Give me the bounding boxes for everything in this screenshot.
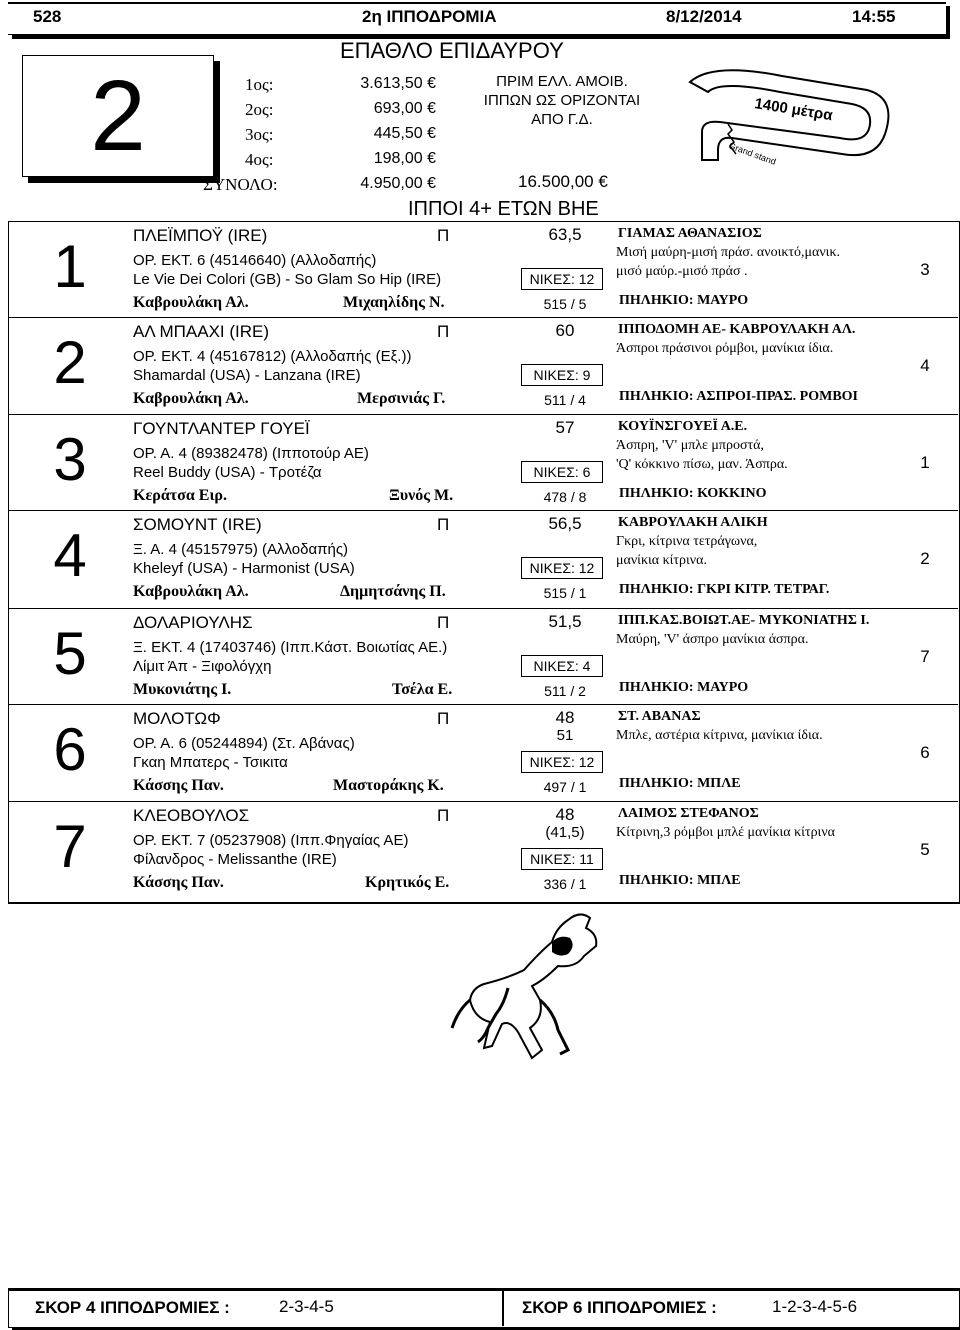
race-number: 2 — [90, 60, 146, 172]
horse-jockey: Καβρουλάκη Αλ. — [133, 294, 249, 311]
horse-trainer: Ξυνός Μ. — [389, 487, 454, 504]
horse-helmet: ΠΗΛΗΚΙΟ: ΑΣΠΡΟΙ-ΠΡΑΣ. ΡΟΜΒΟΙ — [619, 389, 859, 404]
horse-pedigree: Kheleyf (USA) - Harmonist (USA) — [133, 560, 355, 577]
horse-gate: 3 — [920, 260, 930, 279]
condition-line-3: ΑΠΟ Γ.Δ. — [531, 111, 593, 128]
horse-flag: Π — [437, 226, 450, 245]
horse-number: 7 — [53, 813, 87, 880]
horse-helmet: ΠΗΛΗΚΙΟ: ΜΠΛΕ — [619, 873, 741, 888]
horse-jockey: Καβρουλάκη Αλ. — [133, 390, 249, 407]
horse-info: ΟΡ. ΕΚΤ. 7 (05237908) (Ιππ.Φηγαίας ΑΕ) — [133, 832, 409, 849]
race-title: 2η ΙΠΠΟΔΡΟΜΙΑ — [362, 7, 497, 26]
bonus-amount: 16.500,00 € — [518, 172, 608, 191]
prize-4-label: 4ος: — [245, 150, 274, 169]
horse-flag: Π — [437, 322, 450, 341]
horse-gate: 6 — [920, 743, 930, 762]
event-title: ΕΠΑΘΛΟ ΕΠΙΔΑΥΡΟΥ — [340, 38, 564, 63]
horse-weight: 51,5 — [548, 612, 582, 631]
score4-label: ΣΚΟΡ 4 ΙΠΠΟΔΡΟΜΙΕΣ : — [35, 1298, 230, 1317]
horse-weight: 60 — [555, 321, 575, 340]
horse-weight: 48 — [555, 805, 575, 824]
horse-helmet: ΠΗΛΗΚΙΟ: ΜΑΥΡΟ — [619, 293, 749, 308]
horse-pedigree: Reel Buddy (USA) - Τροτέζα — [133, 464, 322, 481]
horse-info: ΟΡ. ΕΚΤ. 6 (45146640) (Αλλοδαπής) — [133, 252, 377, 269]
horse-number: 5 — [53, 620, 87, 687]
horse-helmet: ΠΗΛΗΚΙΟ: ΜΑΥΡΟ — [619, 680, 749, 695]
prize-4-value: 198,00 € — [373, 150, 436, 167]
horse-jockey: Κάσσης Παν. — [133, 874, 224, 891]
horse-info: Ξ. Α. 4 (45157975) (Αλλοδαπής) — [133, 541, 349, 558]
footer-divider — [502, 1288, 504, 1326]
prize-2-value: 693,00 € — [373, 100, 436, 117]
horses-top-rule — [8, 221, 958, 222]
horse-gate: 2 — [920, 549, 930, 568]
prize-1-label: 1ος: — [245, 75, 274, 94]
track-distance: 1400 μέτρα — [753, 95, 834, 125]
horse-number: 4 — [53, 522, 87, 589]
horse-gate: 7 — [920, 647, 930, 666]
horse-gate: 5 — [920, 840, 930, 859]
horse-rating: 478 / 8 — [543, 489, 587, 505]
horse-info: ΟΡ. Α. 6 (05244894) (Στ. Αβάνας) — [133, 735, 355, 752]
horse-wins: ΝΙΚΕΣ: 12 — [521, 557, 603, 579]
horse-info: ΟΡ. Α. 4 (89382478) (Ιπποτούρ ΑΕ) — [133, 445, 369, 462]
prize-2-label: 2ος: — [245, 100, 274, 119]
horse-wins: ΝΙΚΕΣ: 12 — [521, 751, 603, 773]
horse-flag: Π — [437, 806, 450, 825]
horse-jockey: Μυκονιάτης Ι. — [133, 681, 232, 698]
horse-name: ΓΟΥΝΤΛΑΝΤΕΡ ΓΟΥΕΪ — [133, 419, 310, 438]
horse-name: ΣΟΜΟΥΝΤ (IRE) — [133, 515, 262, 534]
row-divider — [8, 317, 958, 318]
horse-owner: ΚΑΒΡΟΥΛΑΚΗ ΑΛΙΚΗ — [618, 515, 768, 530]
horse-wins: ΝΙΚΕΣ: 12 — [521, 268, 603, 290]
horse-trainer: Δημητσάνης Π. — [340, 583, 446, 600]
horse-name: ΔΟΛΑΡΙΟΥΛΗΣ — [133, 613, 253, 632]
horse-jockey: Καβρουλάκη Αλ. — [133, 583, 249, 600]
horse-number: 6 — [53, 716, 87, 783]
row-divider — [8, 801, 958, 802]
horse-rating: 515 / 5 — [543, 296, 587, 312]
horse-flag: Π — [437, 515, 450, 534]
prize-total-label: ΣΥΝΟΛΟ: — [203, 175, 278, 194]
page-number: 528 — [33, 7, 62, 26]
horse-owner: ΛΑΙΜΟΣ ΣΤΕΦΑΝΟΣ — [618, 806, 759, 821]
horse-helmet: ΠΗΛΗΚΙΟ: ΚΟΚΚΙΝΟ — [619, 486, 767, 501]
prize-1-value: 3.613,50 € — [360, 75, 436, 92]
horse-rating: 336 / 1 — [543, 876, 587, 892]
horse-rating: 511 / 2 — [544, 683, 586, 699]
horse-trainer: Μιχαηλίδης Ν. — [343, 294, 445, 311]
horse-pedigree: Γκαη Μπατερς - Τσικιτα — [133, 754, 288, 771]
horse-weight: 63,5 — [548, 225, 582, 244]
horse-helmet: ΠΗΛΗΚΙΟ: ΜΠΛΕ — [619, 776, 741, 791]
horse-silks-1: Κίτρινη,3 ρόμβοι μπλέ μανίκια κίτρινα — [616, 825, 835, 840]
prize-3-label: 3ος: — [245, 125, 274, 144]
section-title: ΙΠΠΟΙ 4+ ΕΤΩΝ ΒΗΕ — [408, 198, 599, 220]
row-divider — [8, 704, 958, 705]
horse-info: ΟΡ. ΕΚΤ. 4 (45167812) (Αλλοδαπής (Εξ.)) — [133, 348, 412, 365]
horse-owner: ΙΠΠ.ΚΑΣ.ΒΟΙΩΤ.ΑΕ- ΜΥΚΟΝΙΑΤΗΣ Ι. — [618, 613, 870, 628]
horse-silks-1: Μπλε, αστέρια κίτρινα, μανίκια ίδια. — [616, 728, 823, 743]
horse-wins: ΝΙΚΕΣ: 4 — [521, 655, 603, 677]
horse-name: ΠΛΕΪΜΠΟΫ (IRE) — [133, 226, 268, 245]
horse-gate: 4 — [920, 356, 930, 375]
horse-rating: 497 / 1 — [543, 779, 587, 795]
horse-number: 2 — [53, 329, 87, 396]
horse-silks-1: Μισή μαύρη-μισή πράσ. ανοικτό,μανικ. — [616, 245, 841, 260]
race-number-box — [22, 55, 214, 177]
grand-stand-label: Grand stand — [727, 140, 778, 167]
horse-name: ΑΛ ΜΠΑΑΧΙ (IRE) — [133, 322, 270, 341]
horse-trainer: Τσέλα Ε. — [392, 681, 453, 698]
horse-silks-2: 'Q' κόκκινο πίσω, μαν. Άσπρα. — [616, 457, 788, 472]
horse-owner: ΙΠΠΟΔΟΜΗ ΑΕ- ΚΑΒΡΟΥΛΑΚΗ ΑΛ. — [618, 322, 856, 337]
score4-value: 2-3-4-5 — [279, 1297, 334, 1316]
horse-weight: 57 — [555, 418, 575, 437]
horse-owner: ΚΟΥΪΝΣΓΟΥΕΪ Α.Ε. — [618, 419, 748, 434]
horse-rating: 511 / 4 — [544, 392, 586, 408]
horse-silks-1: Μαύρη, 'V' άσπρο μανίκια άσπρα. — [616, 632, 809, 647]
track-diagram — [672, 52, 902, 172]
horse-weight: 48 — [555, 708, 575, 727]
horse-jockey: Κεράτσα Ειρ. — [133, 487, 227, 504]
horse-name: ΜΟΛΟΤΩΦ — [133, 709, 221, 728]
row-divider — [8, 414, 958, 415]
horse-weight-alt: (41,5) — [545, 824, 585, 841]
horse-jockey: Κάσσης Παν. — [133, 777, 224, 794]
horse-name: ΚΛΕΟΒΟΥΛΟΣ — [133, 806, 250, 825]
horse-owner: ΓΙΑΜΑΣ ΑΘΑΝΑΣΙΟΣ — [618, 226, 762, 241]
horse-wins: ΝΙΚΕΣ: 9 — [521, 364, 603, 386]
horse-silks-1: Γκρι, κίτρινα τετράγωνα, — [616, 534, 758, 549]
horse-gate: 1 — [920, 453, 930, 472]
horse-silks-1: Άσπρη, 'V' μπλε μπροστά, — [616, 438, 764, 453]
horse-pedigree: Λίμιτ Άπ - Ξιφολόγχη — [133, 658, 272, 675]
horse-silks-2: μισό μαύρ.-μισό πράσ . — [616, 264, 748, 279]
horse-flag: Π — [437, 613, 450, 632]
horse-number: 1 — [53, 233, 87, 300]
horse-weight-alt: 51 — [556, 727, 574, 744]
race-date: 8/12/2014 — [666, 7, 742, 26]
horse-trainer: Μαστοράκης Κ. — [333, 777, 444, 794]
prize-3-value: 445,50 € — [373, 125, 436, 142]
horse-owner: ΣΤ. ΑΒΑΝΑΣ — [618, 709, 701, 724]
horse-jockey-illustration — [448, 900, 618, 1085]
prize-total-value: 4.950,00 € — [360, 175, 436, 192]
condition-line-2: ΙΠΠΩΝ ΩΣ ΟΡΙΖΟΝΤΑΙ — [483, 92, 641, 109]
horse-weight: 56,5 — [548, 514, 582, 533]
horse-trainer: Μερσινιάς Γ. — [357, 390, 446, 407]
horse-rating: 515 / 1 — [543, 585, 587, 601]
row-divider — [8, 510, 958, 511]
horse-wins: ΝΙΚΕΣ: 6 — [521, 461, 603, 483]
score6-value: 1-2-3-4-5-6 — [772, 1297, 858, 1316]
condition-line-1: ΠΡΙΜ ΕΛΛ. ΑΜΟΙΒ. — [496, 73, 628, 90]
horse-helmet: ΠΗΛΗΚΙΟ: ΓΚΡΙ ΚΙΤΡ. ΤΕΤΡΑΓ. — [619, 582, 830, 597]
horse-silks-2: μανίκια κίτρινα. — [616, 553, 707, 568]
horse-flag: Π — [437, 709, 450, 728]
race-time: 14:55 — [852, 7, 896, 26]
horse-trainer: Κρητικός Ε. — [365, 874, 450, 891]
horse-number: 3 — [53, 426, 87, 493]
horse-pedigree: Shamardal (USA) - Lanzana (IRE) — [133, 367, 361, 384]
horse-info: Ξ. ΕΚΤ. 4 (17403746) (Ιππ.Κάστ. Βοιωτίας ΑΕ.) — [133, 639, 448, 656]
score6-label: ΣΚΟΡ 6 ΙΠΠΟΔΡΟΜΙΕΣ : — [522, 1298, 717, 1317]
horse-silks-1: Άσπροι πράσινοι ρόμβοι, μανίκια ίδια. — [616, 341, 834, 356]
row-divider — [8, 608, 958, 609]
horse-pedigree: Φίλανδρος - Melissanthe (IRE) — [133, 851, 337, 868]
horse-wins: ΝΙΚΕΣ: 11 — [521, 848, 603, 870]
horse-pedigree: Le Vie Dei Colori (GB) - So Glam So Hip (IRE) — [133, 271, 442, 288]
